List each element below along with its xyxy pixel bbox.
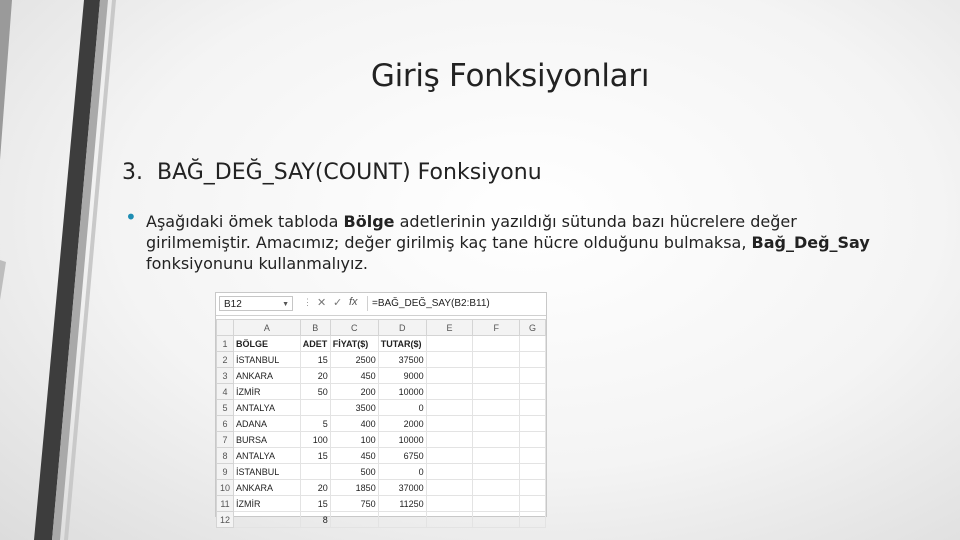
column-header[interactable]: G xyxy=(520,320,546,336)
cell-region[interactable]: İZMİR xyxy=(233,384,300,400)
cell-empty[interactable] xyxy=(473,512,520,528)
cell-empty[interactable] xyxy=(426,480,473,496)
table-row xyxy=(217,368,546,384)
cell-empty[interactable] xyxy=(473,416,520,432)
cell-amount[interactable]: 11250 xyxy=(378,496,426,512)
cell-count[interactable]: ADET xyxy=(300,336,330,352)
cell-empty[interactable] xyxy=(426,496,473,512)
table-row xyxy=(217,496,546,512)
row-header[interactable]: 5 xyxy=(217,400,234,416)
cell-count[interactable]: 15 xyxy=(300,352,330,368)
bullet-icon: • xyxy=(125,205,137,229)
formula-bar xyxy=(216,293,546,316)
row-header[interactable]: 8 xyxy=(217,448,234,464)
cell-empty[interactable] xyxy=(520,496,546,512)
table-row xyxy=(217,336,546,352)
cell-region[interactable]: BURSA xyxy=(233,432,300,448)
section-heading xyxy=(122,160,542,185)
cell-region[interactable]: ANKARA xyxy=(233,368,300,384)
name-box-value: B12 xyxy=(224,299,242,310)
bullet-text-part: Aşağıdaki ömek tabloda xyxy=(146,212,344,231)
bullet-bold-term: Bölge xyxy=(343,212,395,231)
cell-region[interactable]: İZMİR xyxy=(233,496,300,512)
cell-region[interactable]: ANTALYA xyxy=(233,400,300,416)
row-header[interactable]: 6 xyxy=(217,416,234,432)
cell-empty[interactable] xyxy=(520,432,546,448)
cell-empty[interactable] xyxy=(520,464,546,480)
cell-empty[interactable] xyxy=(426,336,473,352)
cell-price[interactable]: 2500 xyxy=(330,352,378,368)
bullet-bold-term: Bağ_Değ_Say xyxy=(751,233,870,252)
cell-empty[interactable] xyxy=(520,416,546,432)
cell-empty[interactable] xyxy=(473,480,520,496)
row-header[interactable]: 9 xyxy=(217,464,234,480)
cell-empty[interactable] xyxy=(520,352,546,368)
cell-count[interactable]: 20 xyxy=(300,368,330,384)
cell-empty[interactable] xyxy=(426,400,473,416)
column-header[interactable]: D xyxy=(378,320,426,336)
row-header[interactable]: 7 xyxy=(217,432,234,448)
spreadsheet-screenshot xyxy=(215,292,547,525)
cell-count[interactable]: 100 xyxy=(300,432,330,448)
cancel-icon[interactable]: ✕ xyxy=(317,297,327,309)
cell-price[interactable]: 450 xyxy=(330,368,378,384)
table-row xyxy=(217,400,546,416)
heading-text: BAĞ_DEĞ_SAY(COUNT) Fonksiyonu xyxy=(157,160,542,185)
cell-price[interactable]: 750 xyxy=(330,496,378,512)
row-header[interactable]: 11 xyxy=(217,496,234,512)
table-row xyxy=(217,464,546,480)
cell-price[interactable]: FİYAT($) xyxy=(330,336,378,352)
table-row xyxy=(217,352,546,368)
cell-region[interactable]: İSTANBUL xyxy=(233,464,300,480)
row-header[interactable]: 1 xyxy=(217,336,234,352)
function-icon[interactable]: fx xyxy=(349,296,358,308)
cell-grid xyxy=(216,319,546,528)
cell-empty[interactable] xyxy=(520,480,546,496)
cell-amount[interactable]: 6750 xyxy=(378,448,426,464)
cell-empty[interactable] xyxy=(426,384,473,400)
cell-empty[interactable] xyxy=(473,384,520,400)
bullet-paragraph xyxy=(125,205,885,274)
cell-amount[interactable]: 9000 xyxy=(378,368,426,384)
cell-region[interactable]: BÖLGE xyxy=(233,336,300,352)
cell-count[interactable]: 20 xyxy=(300,480,330,496)
column-header[interactable]: B xyxy=(300,320,330,336)
row-header[interactable]: 4 xyxy=(217,384,234,400)
cell-empty[interactable] xyxy=(473,368,520,384)
formula-input[interactable]: =BAĞ_DEĞ_SAY(B2:B11) xyxy=(367,296,546,311)
cell-empty[interactable] xyxy=(520,512,546,528)
row-header[interactable]: 10 xyxy=(217,480,234,496)
column-header[interactable]: E xyxy=(426,320,473,336)
cell-amount[interactable]: 2000 xyxy=(378,416,426,432)
cell-region[interactable]: ANKARA xyxy=(233,480,300,496)
cell-empty[interactable] xyxy=(473,464,520,480)
table-row xyxy=(217,416,546,432)
cell-price[interactable] xyxy=(330,512,378,528)
cell-empty[interactable] xyxy=(426,464,473,480)
row-header[interactable]: 2 xyxy=(217,352,234,368)
check-icon[interactable]: ✓ xyxy=(333,297,343,309)
cell-amount[interactable]: 37000 xyxy=(378,480,426,496)
table-row xyxy=(217,480,546,496)
chevron-down-icon[interactable]: ▼ xyxy=(282,301,289,308)
cell-empty[interactable] xyxy=(520,400,546,416)
bullet-text-part: fonksiyonunu kullanmalıyız. xyxy=(146,254,368,273)
cell-region[interactable] xyxy=(233,512,300,528)
column-header[interactable]: A xyxy=(233,320,300,336)
slide-title: Giriş Fonksiyonları xyxy=(370,58,650,94)
cell-empty[interactable] xyxy=(520,384,546,400)
cell-price[interactable]: 3500 xyxy=(330,400,378,416)
cell-price[interactable]: 450 xyxy=(330,448,378,464)
bullet-text-part: adetlerinin yazıldığı sütunda bazı hücrelere değer girilmemiştir. Amacımız; değer girilmiş kaç tane hücre olduğunu bulmaksa, xyxy=(146,212,797,252)
row-header[interactable]: 12 xyxy=(217,512,234,528)
row-header[interactable]: 3 xyxy=(217,368,234,384)
more-icon: ⋮ xyxy=(303,297,312,307)
cell-count[interactable] xyxy=(300,400,330,416)
column-header[interactable]: C xyxy=(330,320,378,336)
cell-empty[interactable] xyxy=(426,432,473,448)
heading-number: 3. xyxy=(122,160,143,185)
cell-count[interactable] xyxy=(300,464,330,480)
cell-count[interactable]: 50 xyxy=(300,384,330,400)
cell-empty[interactable] xyxy=(520,368,546,384)
cell-amount[interactable]: 10000 xyxy=(378,384,426,400)
cell-region[interactable]: İSTANBUL xyxy=(233,352,300,368)
cell-count[interactable]: 5 xyxy=(300,416,330,432)
column-header-row xyxy=(217,320,546,336)
cell-count[interactable]: 15 xyxy=(300,448,330,464)
cell-empty[interactable] xyxy=(473,352,520,368)
cell-count[interactable]: 15 xyxy=(300,496,330,512)
cell-empty[interactable] xyxy=(520,448,546,464)
cell-price[interactable]: 400 xyxy=(330,416,378,432)
cell-amount[interactable]: 0 xyxy=(378,464,426,480)
name-box[interactable] xyxy=(219,296,293,311)
cell-amount[interactable] xyxy=(378,512,426,528)
table-row xyxy=(217,512,546,528)
table-row xyxy=(217,448,546,464)
cell-empty[interactable] xyxy=(426,448,473,464)
cell-price[interactable]: 200 xyxy=(330,384,378,400)
cell-empty[interactable] xyxy=(426,512,473,528)
cell-price[interactable]: 500 xyxy=(330,464,378,480)
table-row xyxy=(217,432,546,448)
table-row xyxy=(217,384,546,400)
cell-empty[interactable] xyxy=(473,336,520,352)
cell-empty[interactable] xyxy=(473,432,520,448)
cell-empty[interactable] xyxy=(426,416,473,432)
cell-price[interactable]: 100 xyxy=(330,432,378,448)
cell-empty[interactable] xyxy=(520,336,546,352)
cell-amount[interactable]: TUTAR($) xyxy=(378,336,426,352)
column-header[interactable]: F xyxy=(473,320,520,336)
cell-amount[interactable]: 37500 xyxy=(378,352,426,368)
cell-region[interactable]: ADANA xyxy=(233,416,300,432)
cell-empty[interactable] xyxy=(473,496,520,512)
bullet-text xyxy=(125,211,885,274)
cell-empty[interactable] xyxy=(473,400,520,416)
cell-region[interactable]: ANTALYA xyxy=(233,448,300,464)
cell-empty[interactable] xyxy=(473,448,520,464)
cell-count[interactable]: 8 xyxy=(300,512,330,528)
select-all-corner[interactable] xyxy=(217,320,234,336)
cell-empty[interactable] xyxy=(426,368,473,384)
cell-amount[interactable]: 10000 xyxy=(378,432,426,448)
cell-amount[interactable]: 0 xyxy=(378,400,426,416)
cell-empty[interactable] xyxy=(426,352,473,368)
cell-price[interactable]: 1850 xyxy=(330,480,378,496)
